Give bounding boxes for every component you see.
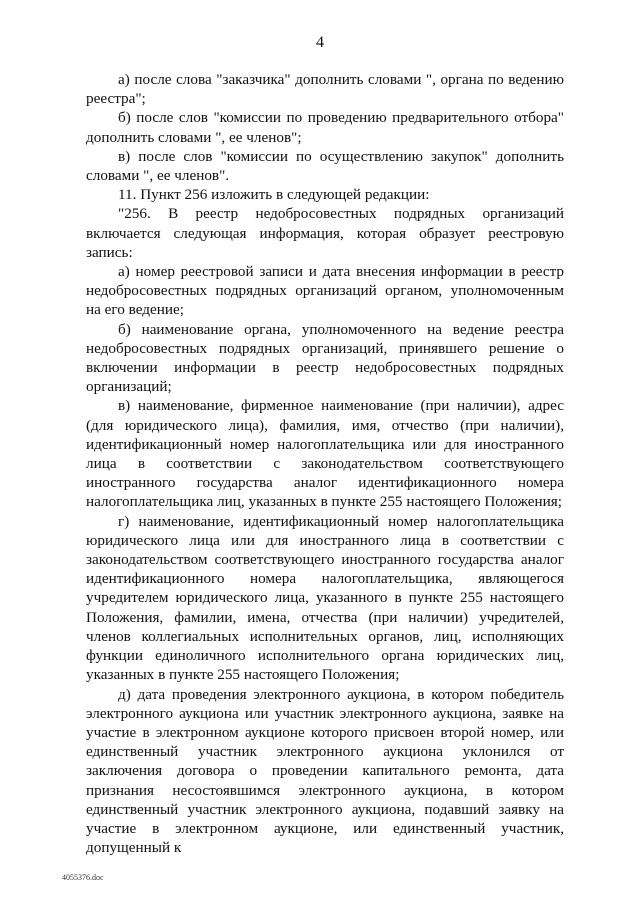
paragraph: а) после слова "заказчика" дополнить словами ", органа по ведению реестра"; <box>86 71 564 108</box>
paragraph: в) после слов "комиссии по осуществлению закупок" дополнить словами ", ее членов". <box>86 147 564 185</box>
paragraph: 11. Пункт 256 изложить в следующей редакции: <box>118 186 430 204</box>
page-number: 4 <box>316 34 324 51</box>
paragraph: б) наименование органа, уполномоченного на ведение реестра недобросовестных подрядных организаций, принявшего решение о включении информации в реестр недобросовестных подрядных организаций; <box>86 320 564 396</box>
document-file-reference: 4055376.doc <box>62 873 104 882</box>
paragraph: а) номер реестровой записи и дата внесения информации в реестр недобросовестных подрядных организаций органом, уполномоченным на его ведение; <box>86 263 564 319</box>
paragraph: в) наименование, фирменное наименование (при наличии), адрес (для юридического лица), фамилия, имя, отчество (при наличии), идентификационный номер налогоплательщика или для иностранного лица в соответствии с законодательством соответствующего иностранного государства аналог идентификационного номера налогоплательщика лиц, указанных в пункте 255 настоящего Положения; <box>86 397 564 511</box>
paragraph: г) наименование, идентификационный номер налогоплательщика юридического лица или для иностранного лица в соответствии с законодательством соответствующего иностранного государства аналог идентификационного номера налогоплательщика, являющегося учредителем юридического лица, указанного в пункте 255 настоящего Положения, фамилии, имена, отчества (при наличии) учредителей, членов коллегиальных исполнительных органов, лиц, исполняющих функции единоличного исполнительного органа юридических лиц, указанных в пункте 255 настоящего Положения; <box>86 512 564 684</box>
paragraph: "256. В реестр недобросовестных подрядных организаций включается следующая информация, которая образует реестровую запись: <box>86 205 564 261</box>
paragraph: б) после слов "комиссии по проведению предварительного отбора" дополнить словами ", ее членов"; <box>86 109 564 146</box>
paragraph: д) дата проведения электронного аукциона, в котором победитель электронного аукциона или участник электронного аукциона, заявке на участие в электронном аукционе которого присвоен второй номер, или единственный участник электронного аукциона уклонился от заключения договора о проведении капитального ремонта, дата признания несостоявшимся электронного аукциона, в котором единственный участник электронного аукциона, подавший заявку на участие в электронном аукционе, или единственный участник, допущенный к <box>86 685 564 857</box>
document-body <box>86 70 564 857</box>
